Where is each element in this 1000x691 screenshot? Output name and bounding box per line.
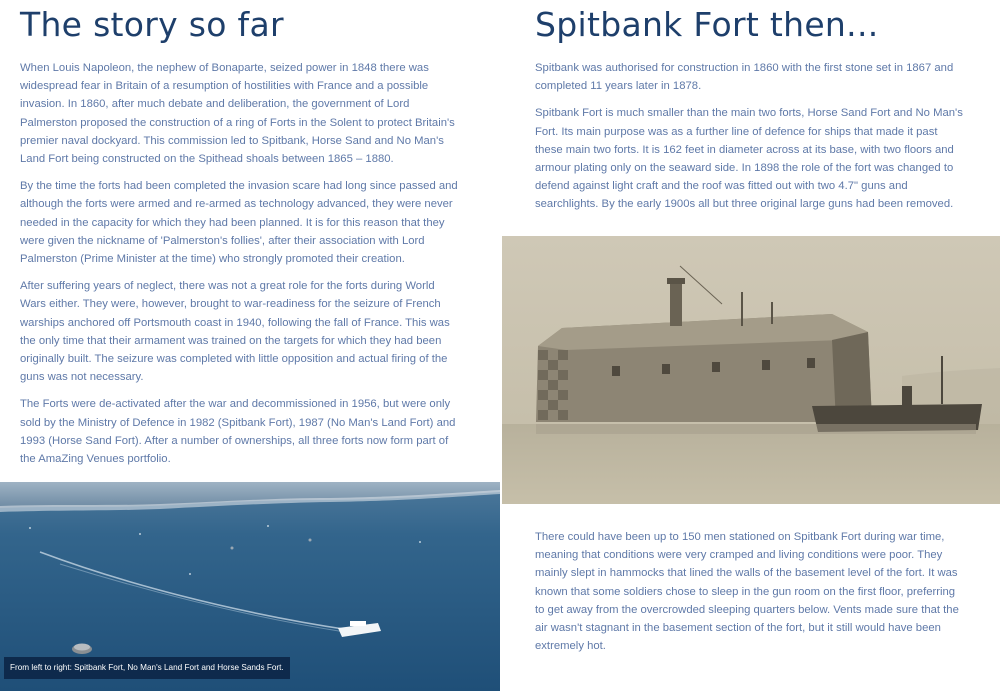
paragraph: Spitbank Fort is much smaller than the main two forts, Horse Sand Fort and No Man's Fort. Its main purpose was as a further line of defence for ships that made it past these main two forts. It is 162 feet in diameter across at its base, with two floors and armour plating only on the seaward side. In 1898 the role of the fort was changed to defend against light craft and the roof was fitted out with two 4.7" guns and searchlights. By the early 1900s all but three original large guns had been removed. xyxy=(535,107,963,211)
historic-fort-photo xyxy=(502,236,1000,504)
right-page xyxy=(500,0,1000,691)
paragraph: The Forts were de-activated after the war and decommissioned in 1956, but were only sold by the Ministry of Defence in 1982 (Spitbank Fort), 1987 (No Man's Land Fort) and 1993 (Horse Sand Fort). After a number of ownerships, all three forts now form part of the AmaZing Venues portfolio. xyxy=(20,398,456,466)
left-page-title: The story so far xyxy=(20,5,284,44)
paragraph: When Louis Napoleon, the nephew of Bonaparte, seized power in 1848 there was widespread fear in Britain of a resumption of hostilities with France and a possible invasion. In 1860, after much debate and deliberation, the government of Lord Palmerston proposed the construction of a ring of Forts in the Solent to protect Britain's premier naval dockyard. This commission led to Spitbank, Horse Sand and No Man's Land Fort being constructed on the Spithead shoals between 1865 – 1880. xyxy=(20,62,455,166)
photo-caption: From left to right: Spitbank Fort, No Man's Land Fort and Horse Sands Fort. xyxy=(4,657,290,679)
right-body-text-top xyxy=(535,59,967,223)
right-page-title: Spitbank Fort then... xyxy=(535,5,879,44)
paragraph: By the time the forts had been completed the invasion scare had long since passed and although the forts were armed and re-armed as technology advanced, they were never needed in the capacity for which they had been planned. It is for this reason that they were given the nickname of 'Palmerston's follies', after their association with Lord Palmerston (Prime Minister at the time) who strongly promoted their creation. xyxy=(20,180,458,266)
right-body-text-bottom xyxy=(535,528,967,664)
paragraph: After suffering years of neglect, there was not a great role for the forts during World Wars either. They were, however, brought to war-readiness for the seizure of French warships anchored off Portsmouth coast in 1940, following the fall of France. This was the only time that their armament was trained on the targets for which they had been originally built. The seizure was completed with little opposition and actual firing of the guns was not necessary. xyxy=(20,280,450,384)
historic-fort-photo-image xyxy=(502,236,1000,504)
paragraph: Spitbank was authorised for construction in 1860 with the first stone set in 1867 and completed 11 years later in 1878. xyxy=(535,62,954,93)
paragraph: There could have been up to 150 men stationed on Spitbank Fort during war time, meaning that conditions were very cramped and living conditions were poor. They mainly slept in hammocks that lined the walls of the basement level of the fort. It was known that some soldiers chose to sleep in the gun room on the first floor, preferring to get away from the overcrowded sleeping quarters below. Vents made sure that the air wasn't stagnant in the basement section of the fort, but it still would have been extremely hot. xyxy=(535,531,959,653)
left-body-text xyxy=(20,59,460,477)
